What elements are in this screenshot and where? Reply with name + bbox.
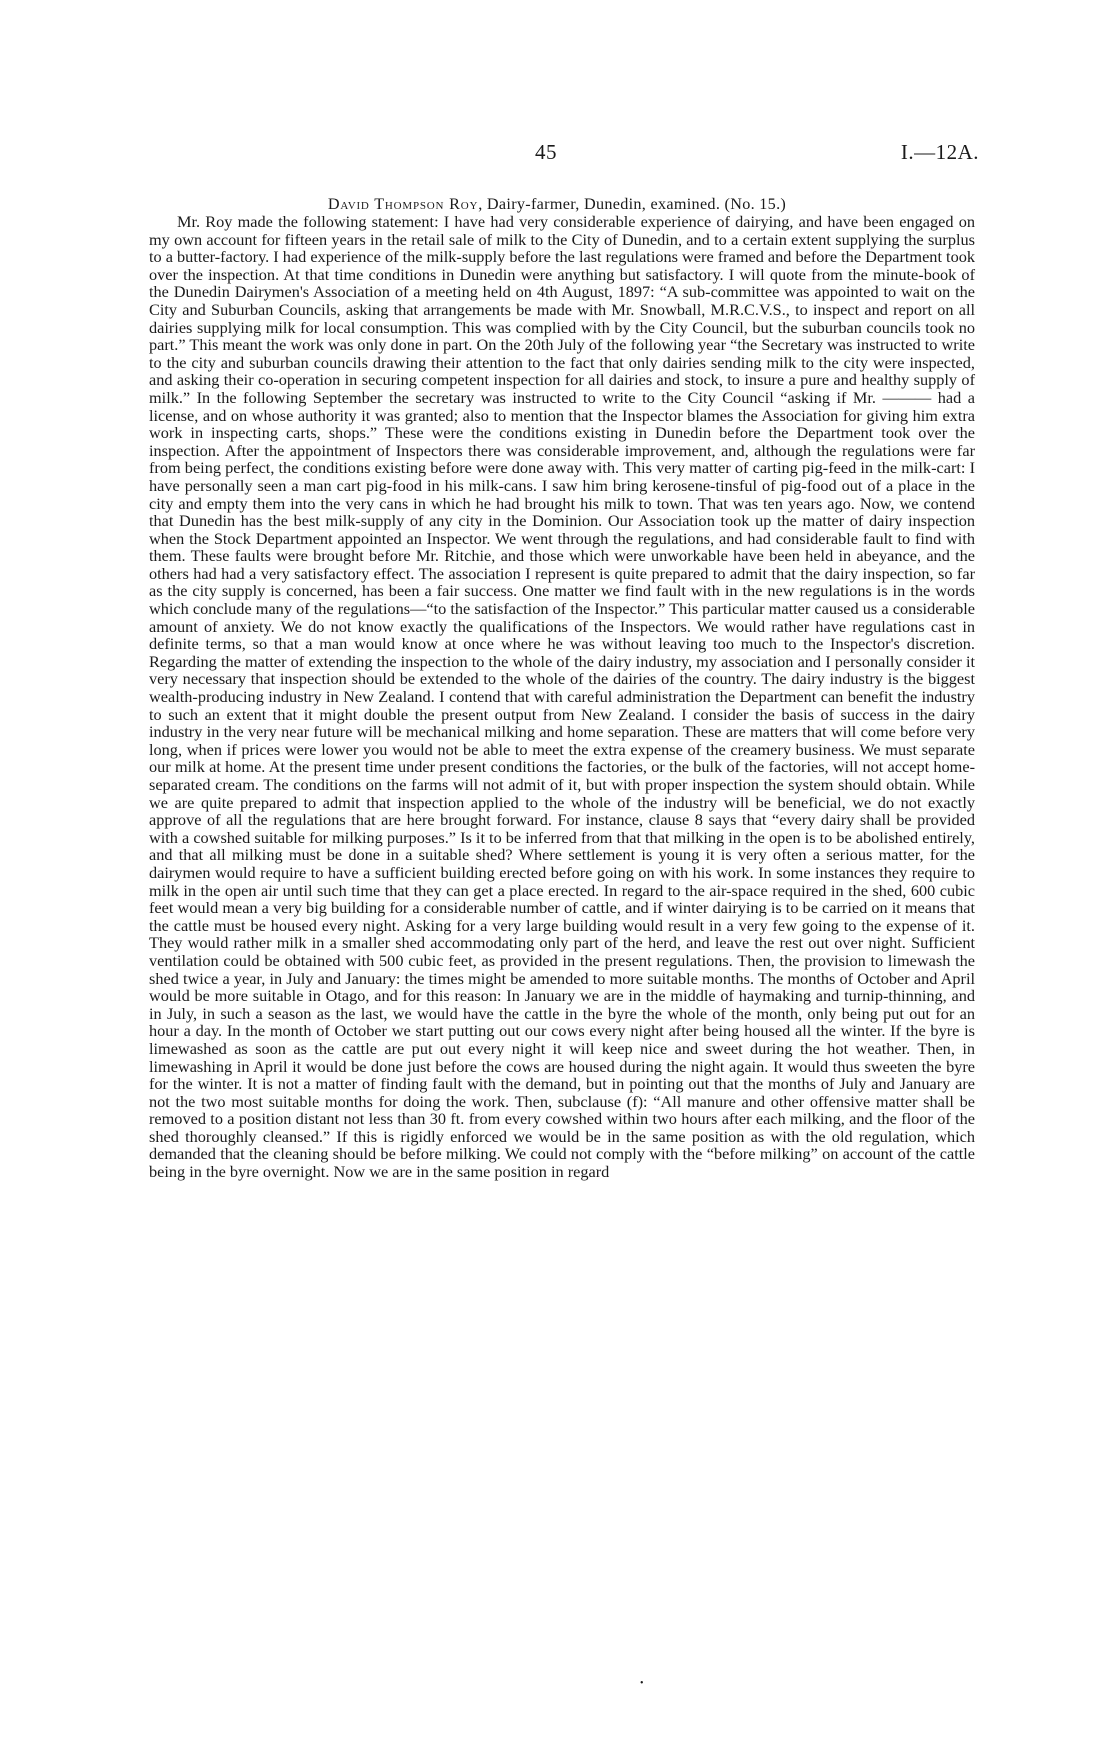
statement-body: [149, 213, 975, 1181]
document-reference: I.—12A.: [900, 140, 979, 164]
statement-paragraph: Mr. Roy made the following statement: I have had very considerable experience of dairying, and have been engaged on my own account for fifteen years in the retail sale of milk to the City of Dunedin, and to a certain extent supplying the surplus to a butter-factory. I had experience of the milk-supply before the last regulations were framed and before the Department took over the inspection. At that time conditions in Dunedin were anything but satisfactory. I will quote from the minute-book of the Dunedin Dairymen's Association of a meeting held on 4th August, 1897: “A sub-committee was appointed to wait on the City and Suburban Councils, asking that arrangements be made with Mr. Snowball, M.R.C.V.S., to inspect and report on all dairies supplying milk for local consumption. This was complied with by the City Council, but the suburban councils took no part.” This meant the work was only done in part. On the 20th July of the following year “the Secretary was instructed to write to the city and suburban councils drawing their attention to the fact that only dairies sending milk to the city were inspected, and asking their co-operation in securing competent inspection for all dairies and stock, to insure a pure and healthy supply of milk.” In the following September the secretary was instructed to write to the City Council “asking if Mr. ——— had a license, and on whose authority it was granted; also to mention that the Inspector blames the Association for giving him extra work in inspecting carts, shops.” These were the conditions existing in Dunedin before the Department took over the inspection. After the appointment of Inspectors there was considerable improvement, and, although the regulations were far from being perfect, the conditions existing before were done away with. This very matter of carting pig-feed in the milk-cart: I have personally seen a man cart pig-food in his milk-cans. I saw him bring kerosene-tinsful of pig-food out of a place in the city and empty them into the very cans in which he had brought his milk to town. That was ten years ago. Now, we contend that Dunedin has the best milk-supply of any city in the Dominion. Our Association took up the matter of dairy inspection when the Stock Department appointed an Inspector. We went through the regulations, and had considerable fault to find with them. These faults were brought before Mr. Ritchie, and those which were unworkable have been held in abeyance, and the others had had a very satisfactory effect. The association I represent is quite prepared to admit that the dairy inspection, so far as the city supply is concerned, has been a fair success. One matter we find fault with in the new regulations is in the words which conclude many of the regulations—“to the satisfaction of the Inspector.” This particular matter caused us a considerable amount of anxiety. We do not know exactly the qualifications of the Inspectors. We would rather have regulations cast in definite terms, so that a man would know at once where he was without leaving too much to the Inspector's discretion. Regarding the matter of extending the inspection to the whole of the dairy industry, my association and I personally consider it very necessary that inspection should be extended to the whole of the dairies of the country. The dairy industry is the biggest wealth-producing industry in New Zealand. I contend that with careful administration the Department can benefit the industry to such an extent that it might double the present output from New Zealand. I consider the basis of success in the dairy industry in the very near future will be mechanical milking and home separation. These are matters that will come before very long, when if prices were lower you would not be able to meet the extra expense of the creamery business. We must separate our milk at home. At the present time under present conditions the factories, or the bulk of the factories, will not accept home-separated cream. The conditions on the farms will not admit of it, but with proper inspection the system should obtain. While we are quite prepared to admit that inspection applied to the whole of the industry will be beneficial, we do not exactly approve of all the regulations that are here brought forward. For instance, clause 8 says that “every dairy shall be provided with a cowshed suitable for milking purposes.” Is it to be inferred from that that milking in the open is to be abolished entirely, and that all milking must be done in a suitable shed? Where settlement is young it is very often a serious matter, for the dairymen would require to have a sufficient building erected before going on with his work. In some instances they require to milk in the open air until such time that they can get a place erected. In regard to the air-space required in the shed, 600 cubic feet would mean a very big building for a considerable number of cattle, and if winter dairying is to be carried on it means that the cattle must be housed every night. Asking for a very large building would result in a very few going to the expense of it. They would rather milk in a smaller shed accommodating only part of the herd, and leave the rest out over night. Sufficient ventilation could be obtained with 500 cubic feet, as provided in the present regulations. Then, the provision to limewash the shed twice a year, in July and January: the times might be amended to more suitable months. The months of October and April would be more suitable in Otago, and for this reason: In January we are in the middle of haymaking and turnip-thinning, and in July, in such a season as the last, we would have the cattle in the byre the whole of the month, only being put out for an hour a day. In the month of October we start putting out our cows every night after being housed all the winter. If the byre is limewashed as soon as the cattle are put out every night it will keep nice and sweet during the hot weather. Then, in limewashing in April it would be done just before the cows are housed during the night again. It would thus sweeten the byre for the winter. It is not a matter of finding fault with the demand, but in pointing out that the months of July and January are not the two most suitable months for doing the work. Then, subclause (f): “All manure and other offensive matter shall be removed to a position distant not less than 30 ft. from every cowshed within two hours after each milking, and the floor of the shed thoroughly cleansed.” If this is rigidly enforced we would be in the same position as with the old regulation, which demanded that the cleaning should be before milking. We could not comply with the “before milking” on account of the cattle being in the byre overnight. Now we are in the same position in regard: [149, 212, 975, 1182]
page-number: 45: [535, 140, 557, 164]
witness-name: David Thompson Roy: [327, 195, 479, 213]
footer-mark: •: [640, 1678, 644, 1689]
page-header: [0, 140, 1114, 180]
witness-description: , Dairy-farmer, Dunedin, examined. (No. 15.): [478, 195, 787, 213]
